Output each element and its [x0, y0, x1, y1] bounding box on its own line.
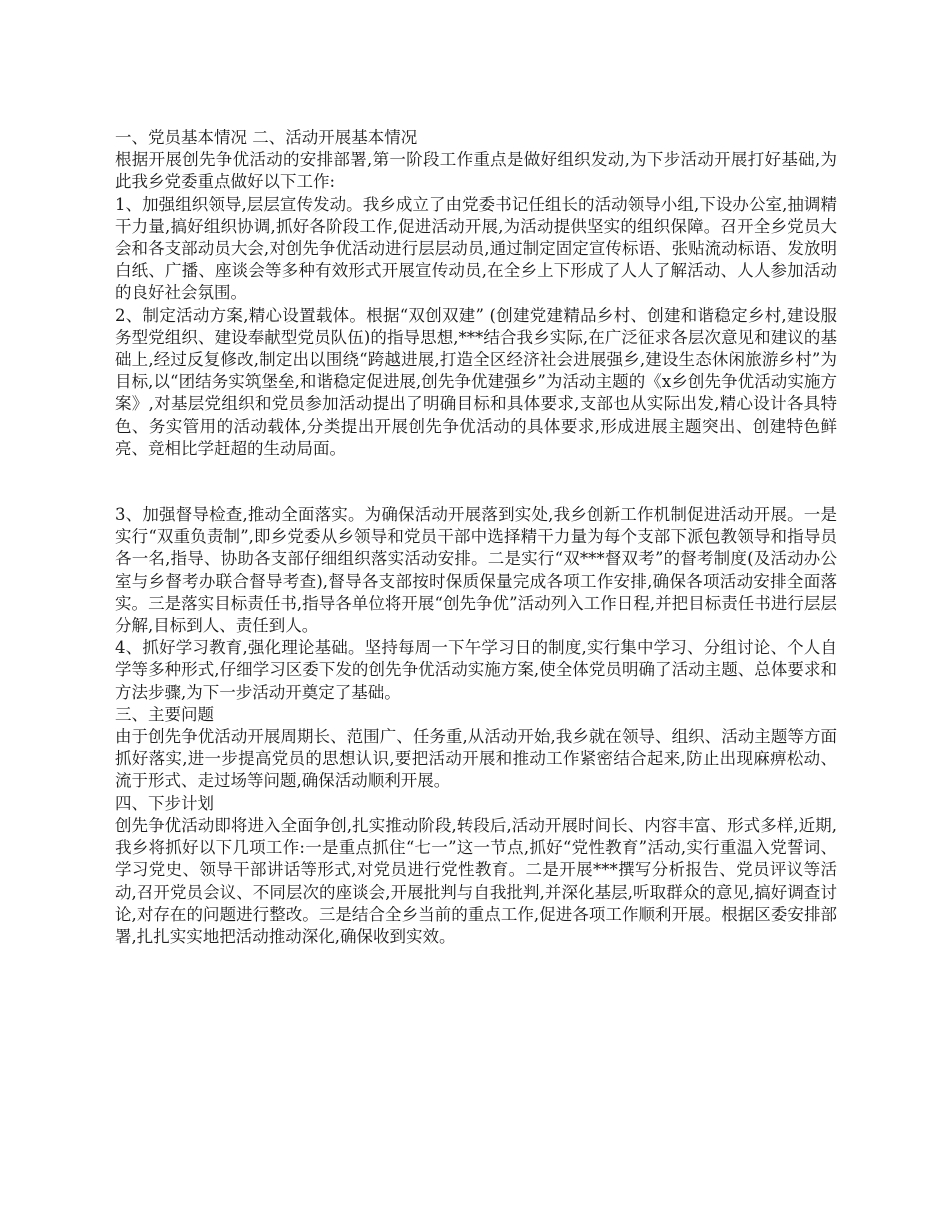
section-heading-1-2: 一、党员基本情况 二、活动开展基本情况 — [115, 128, 418, 147]
section-heading-4: 四、下步计划 — [115, 793, 214, 813]
item-3-paragraph: 3、加强督导检查,推动全面落实。为确保活动开展落到实处,我乡创新工作机制促进活动开展。一是实行“双重负责制”,即乡党委从乡领导和党员干部中选择精干力量为每个支部下派包教领导和指导员各一名,指导、协助各支部仔细组织落实活动安排。二是实行“双***督双考”的督考制度(及活动办公室与乡督考办联合督导考查),督导各支部按时保质保量完成各项工作安排,确保各项活动安排全面落实。三是落实目标责任书,指导各单位将开展“创先争优”活动列入工作日程,并把目标责任书进行层层分解,目标到人、责任到人。 — [115, 505, 837, 636]
item-2-paragraph: 2、制定活动方案,精心设置载体。根据“双创双建” (创建党建精品乡村、创建和谐稳定乡村,建设服务型党组织、建设奉献型党员队伍)的指导思想,***结合我乡实际,在广泛征求各层次意见和建议的基础上,经过反复修改,制定出以围绕“跨越进展,打造全区经济社会进展强乡,建设生态休闲旅游乡村”为目标,以“团结务实筑堡垒,和谐稳定促进展,创先争优建强乡”为活动主题的《x乡创先争优活动实施方案》,对基层党组织和党员参加活动提出了明确目标和具体要求,支部也从实际出发,精心设计各具特色、务实管用的活动载体,分类提出开展创先争优活动的具体要求,形成进展主题突出、创建特色鲜亮、竞相比学赶超的生动局面。 — [115, 305, 837, 458]
plan-paragraph: 创先争优活动即将进入全面争创,扎实推动阶段,转段后,活动开展时间长、内容丰富、形式多样,近期,我乡将抓好以下几项工作:一是重点抓住“七一”这一节点,抓好“党性教育”活动,实行重温入党誓词、学习党史、领导干部讲话等形式,对党员进行党性教育。二是开展***撰写分析报告、党员评议等活动,召开党员会议、不同层次的座谈会,开展批判与自我批判,并深化基层,听取群众的意见,搞好调查讨论,对存在的问题进行整改。三是结合全乡当前的重点工作,促进各项工作顺利开展。根据区委安排部署,扎扎实实地把活动推动深化,确保收到实效。 — [115, 815, 837, 946]
intro-paragraph: 根据开展创先争优活动的安排部署,第一阶段工作重点是做好组织发动,为下步活动开展打好基础,为此我乡党委重点做好以下工作: — [115, 150, 837, 192]
item-1-paragraph: 1、加强组织领导,层层宣传发动。我乡成立了由党委书记任组长的活动领导小组,下设办公室,抽调精干力量,搞好组织协调,抓好各阶段工作,促进活动开展,为活动提供坚实的组织保障。召开全乡党员大会和各支部动员大会,对创先争优活动进行层层动员,通过制定固定宣传标语、张贴流动标语、发放明白纸、广播、座谈会等多种有效形式开展宣传动员,在全乡上下形成了人人了解活动、人人参加活动的良好社会氛围。 — [115, 194, 837, 303]
section-heading-3: 三、主要问题 — [115, 704, 214, 724]
problems-paragraph: 由于创先争优活动开展周期长、范围广、任务重,从活动开始,我乡就在领导、组织、活动主题等方面抓好落实,进一步提高党员的思想认识,要把活动开展和推动工作紧密结合起来,防止出现麻痹松动、流于形式、走过场等问题,确保活动顺利开展。 — [115, 727, 837, 791]
item-4-paragraph: 4、抓好学习教育,强化理论基础。坚持每周一下午学习日的制度,实行集中学习、分组讨论、个人自学等多种形式,仔细学习区委下发的创先争优活动实施方案,使全体党员明确了活动主题、总体要求和方法步骤,为下一步活动开奠定了基础。 — [115, 638, 837, 702]
document-body — [115, 127, 837, 948]
paragraph-gap — [115, 460, 837, 504]
